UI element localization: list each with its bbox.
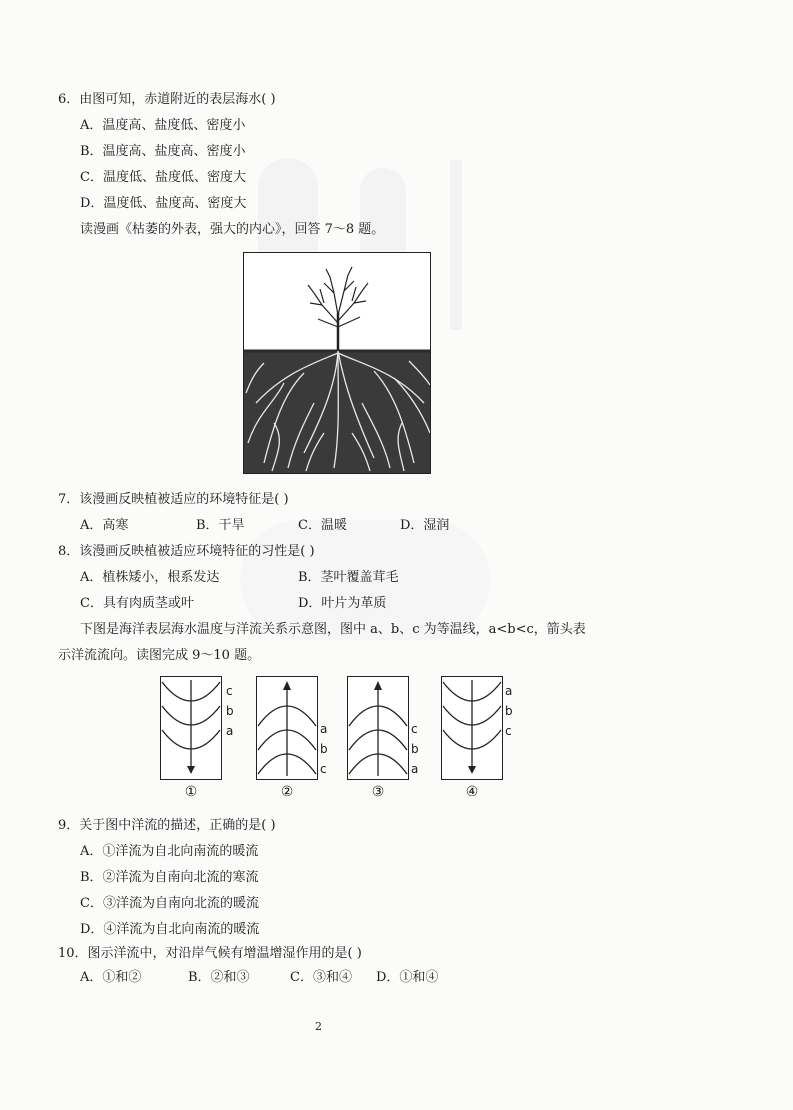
question-8-option-b: B．茎叶覆盖茸毛 bbox=[298, 570, 399, 585]
tree-illustration bbox=[244, 253, 431, 474]
diagram-4 bbox=[441, 676, 503, 780]
diagram-2-label-1: a bbox=[320, 722, 328, 736]
diagram-2-label-3: c bbox=[320, 762, 327, 776]
diagram-4-label-2: b bbox=[505, 704, 513, 718]
diagram-3-number: ③ bbox=[371, 784, 385, 800]
diagram-1-label-1: c bbox=[226, 684, 233, 698]
question-6-option-d: D．温度低、盐度高、密度大 bbox=[80, 196, 247, 211]
intro-7-8: 读漫画《枯萎的外表，强大的内心》，回答 7～8 题。 bbox=[80, 222, 385, 237]
diagram-4-number: ④ bbox=[465, 784, 479, 800]
question-6-option-c: C．温度低、盐度低、密度大 bbox=[80, 170, 246, 185]
question-8-option-a: A．植株矮小，根系发达 bbox=[80, 570, 220, 585]
ocean-current-diagrams bbox=[160, 676, 610, 806]
question-7-option-c: C．温暖 bbox=[298, 518, 347, 533]
diagram-3 bbox=[347, 676, 409, 780]
diagram-2-number: ② bbox=[280, 784, 294, 800]
question-10-option-c: C．③和④ bbox=[290, 970, 352, 985]
question-8-stem: 8．该漫画反映植被适应环境特征的习性是( ) bbox=[58, 544, 315, 559]
question-10-option-d: D．①和④ bbox=[376, 970, 439, 985]
question-8-options-row-1 bbox=[80, 570, 480, 586]
diagram-2 bbox=[256, 676, 318, 780]
question-9-option-c: C．③洋流为自南向北流的暖流 bbox=[80, 896, 259, 911]
question-10-options bbox=[80, 970, 480, 986]
question-9-option-d: D．④洋流为自北向南流的暖流 bbox=[80, 922, 260, 937]
question-7-options bbox=[80, 518, 480, 534]
diagram-3-label-2: b bbox=[411, 742, 419, 756]
diagram-1-label-2: b bbox=[226, 704, 234, 718]
diagram-2-label-2: b bbox=[320, 742, 328, 756]
question-7-option-a: A．高寒 bbox=[80, 518, 129, 533]
withered-tree-cartoon bbox=[243, 252, 431, 474]
diagram-4-label-3: c bbox=[505, 724, 512, 738]
diagram-1-label-3: a bbox=[226, 724, 234, 738]
intro-9-10-line-2: 示洋流流向。读图完成 9～10 题。 bbox=[58, 648, 261, 663]
diagram-3-label-1: c bbox=[411, 722, 418, 736]
question-9-stem: 9．关于图中洋流的描述，正确的是( ) bbox=[58, 818, 276, 833]
question-7-option-b: B．干旱 bbox=[196, 518, 245, 533]
question-10-option-b: B．②和③ bbox=[188, 970, 250, 985]
question-6-option-b: B．温度高、盐度高、密度小 bbox=[80, 144, 246, 159]
diagram-1 bbox=[160, 676, 222, 780]
question-10-option-a: A．①和② bbox=[80, 970, 142, 985]
question-6-option-a: A．温度高、盐度低、密度小 bbox=[80, 118, 246, 133]
question-10-stem: 10．图示洋流中，对沿岸气候有增温增湿作用的是( ) bbox=[58, 946, 362, 961]
question-7-option-d: D．湿润 bbox=[400, 518, 450, 533]
page-number: 2 bbox=[315, 1020, 322, 1033]
diagram-1-number: ① bbox=[184, 784, 198, 800]
diagram-3-label-3: a bbox=[411, 762, 419, 776]
question-9-option-a: A．①洋流为自北向南流的暖流 bbox=[80, 844, 259, 859]
question-7-stem: 7．该漫画反映植被适应的环境特征是( ) bbox=[58, 492, 289, 507]
question-8-option-d: D．叶片为革质 bbox=[298, 596, 387, 611]
question-9-option-b: B．②洋流为自南向北流的寒流 bbox=[80, 870, 259, 885]
question-8-options-row-2 bbox=[80, 596, 480, 612]
question-8-option-c: C．具有肉质茎或叶 bbox=[80, 596, 194, 611]
diagram-4-label-1: a bbox=[505, 684, 513, 698]
bleed-through-shape bbox=[450, 160, 462, 330]
intro-9-10-line-1: 下图是海洋表层海水温度与洋流关系示意图，图中 a、b、c 为等温线，a<b<c，箭头表 bbox=[80, 622, 586, 637]
question-6-stem: 6．由图可知，赤道附近的表层海水( ) bbox=[58, 92, 276, 107]
